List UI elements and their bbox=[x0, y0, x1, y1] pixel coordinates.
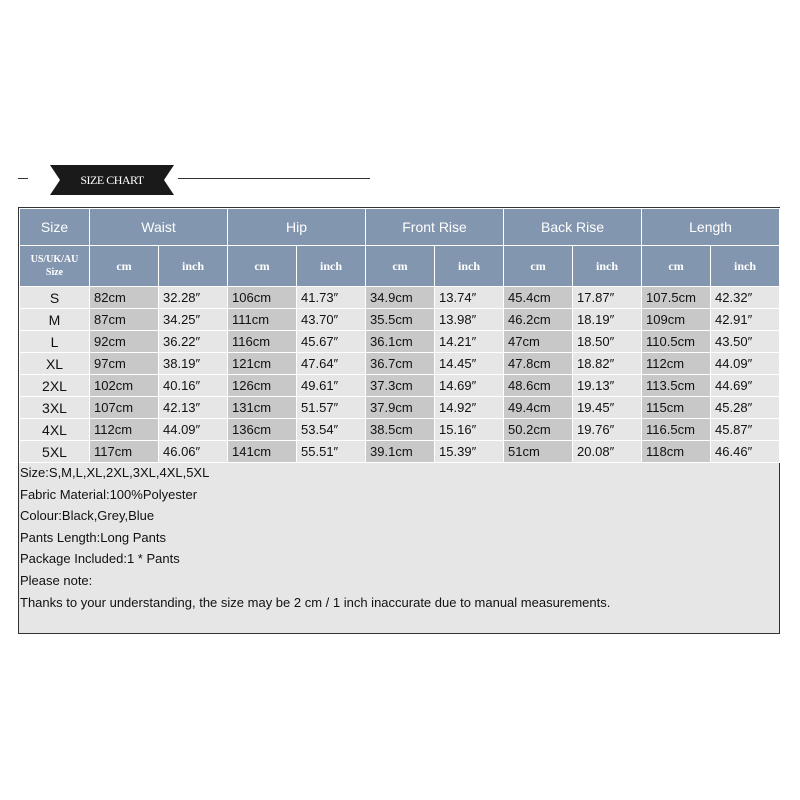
size-chart-header bbox=[18, 160, 358, 198]
size-cell: M bbox=[20, 309, 90, 331]
unit-header-cm: cm bbox=[366, 246, 435, 287]
unit-header-inch: inch bbox=[159, 246, 228, 287]
cm-cell: 116cm bbox=[228, 331, 297, 353]
inch-cell: 14.45″ bbox=[435, 353, 504, 375]
inch-cell: 18.50″ bbox=[573, 331, 642, 353]
unit-header-cm: cm bbox=[90, 246, 159, 287]
col-header-size: Size bbox=[20, 209, 90, 246]
inch-cell: 44.09″ bbox=[159, 419, 228, 441]
inch-cell: 40.16″ bbox=[159, 375, 228, 397]
inch-cell: 19.76″ bbox=[573, 419, 642, 441]
inch-cell: 13.98″ bbox=[435, 309, 504, 331]
cm-cell: 35.5cm bbox=[366, 309, 435, 331]
inch-cell: 43.70″ bbox=[297, 309, 366, 331]
inch-cell: 42.91″ bbox=[711, 309, 780, 331]
header-rule bbox=[178, 178, 370, 179]
cm-cell: 115cm bbox=[642, 397, 711, 419]
unit-header-inch: inch bbox=[297, 246, 366, 287]
size-table bbox=[19, 208, 780, 463]
cm-cell: 37.9cm bbox=[366, 397, 435, 419]
unit-header-cm: cm bbox=[642, 246, 711, 287]
inch-cell: 34.25″ bbox=[159, 309, 228, 331]
size-cell: 2XL bbox=[20, 375, 90, 397]
unit-header-cm: cm bbox=[504, 246, 573, 287]
cm-cell: 118cm bbox=[642, 441, 711, 463]
unit-header-inch: inch bbox=[435, 246, 504, 287]
table-row bbox=[20, 375, 780, 397]
size-chart-badge bbox=[50, 165, 174, 195]
table-row bbox=[20, 331, 780, 353]
cm-cell: 113.5cm bbox=[642, 375, 711, 397]
unit-header-inch: inch bbox=[573, 246, 642, 287]
cm-cell: 47.8cm bbox=[504, 353, 573, 375]
inch-cell: 18.19″ bbox=[573, 309, 642, 331]
inch-cell: 44.09″ bbox=[711, 353, 780, 375]
size-label: Size bbox=[45, 267, 64, 278]
cm-cell: 141cm bbox=[228, 441, 297, 463]
inch-cell: 14.21″ bbox=[435, 331, 504, 353]
inch-cell: 42.32″ bbox=[711, 287, 780, 309]
col-header-length: Length bbox=[642, 209, 780, 246]
cm-cell: 36.1cm bbox=[366, 331, 435, 353]
inch-cell: 15.16″ bbox=[435, 419, 504, 441]
cm-cell: 131cm bbox=[228, 397, 297, 419]
unit-header-inch: inch bbox=[711, 246, 780, 287]
col-header-waist: Waist bbox=[90, 209, 228, 246]
cm-cell: 49.4cm bbox=[504, 397, 573, 419]
table-header-row bbox=[20, 209, 780, 246]
note-line: Fabric Material:100%Polyester bbox=[20, 486, 198, 502]
inch-cell: 20.08″ bbox=[573, 441, 642, 463]
cm-cell: 34.9cm bbox=[366, 287, 435, 309]
note-line: Colour:Black,Grey,Blue bbox=[20, 508, 155, 524]
note-line: Thanks to your understanding, the size may be 2 cm / 1 inch inaccurate due to manual measurements. bbox=[20, 594, 611, 610]
size-cell: S bbox=[20, 287, 90, 309]
inch-cell: 47.64″ bbox=[297, 353, 366, 375]
size-cell: 3XL bbox=[20, 397, 90, 419]
inch-cell: 43.50″ bbox=[711, 331, 780, 353]
table-row bbox=[20, 309, 780, 331]
inch-cell: 49.61″ bbox=[297, 375, 366, 397]
cm-cell: 45.4cm bbox=[504, 287, 573, 309]
inch-cell: 14.69″ bbox=[435, 375, 504, 397]
cm-cell: 97cm bbox=[90, 353, 159, 375]
inch-cell: 38.19″ bbox=[159, 353, 228, 375]
table-unit-row bbox=[20, 246, 780, 287]
table-row bbox=[20, 419, 780, 441]
inch-cell: 44.69″ bbox=[711, 375, 780, 397]
col-header-hip: Hip bbox=[228, 209, 366, 246]
cm-cell: 126cm bbox=[228, 375, 297, 397]
inch-cell: 53.54″ bbox=[297, 419, 366, 441]
cm-cell: 110.5cm bbox=[642, 331, 711, 353]
unit-header-cm: cm bbox=[228, 246, 297, 287]
table-row bbox=[20, 397, 780, 419]
table-row bbox=[20, 287, 780, 309]
inch-cell: 17.87″ bbox=[573, 287, 642, 309]
inch-cell: 18.82″ bbox=[573, 353, 642, 375]
cm-cell: 51cm bbox=[504, 441, 573, 463]
cm-cell: 46.2cm bbox=[504, 309, 573, 331]
cm-cell: 107.5cm bbox=[642, 287, 711, 309]
size-cell: XL bbox=[20, 353, 90, 375]
cm-cell: 37.3cm bbox=[366, 375, 435, 397]
inch-cell: 46.46″ bbox=[711, 441, 780, 463]
inch-cell: 45.87″ bbox=[711, 419, 780, 441]
cm-cell: 102cm bbox=[90, 375, 159, 397]
inch-cell: 41.73″ bbox=[297, 287, 366, 309]
inch-cell: 14.92″ bbox=[435, 397, 504, 419]
cm-cell: 107cm bbox=[90, 397, 159, 419]
inch-cell: 45.67″ bbox=[297, 331, 366, 353]
cm-cell: 48.6cm bbox=[504, 375, 573, 397]
cm-cell: 38.5cm bbox=[366, 419, 435, 441]
col-header-front-rise: Front Rise bbox=[366, 209, 504, 246]
cm-cell: 112cm bbox=[642, 353, 711, 375]
badge-label: SIZE CHART bbox=[80, 173, 144, 187]
cm-cell: 36.7cm bbox=[366, 353, 435, 375]
col-header-back-rise: Back Rise bbox=[504, 209, 642, 246]
cm-cell: 136cm bbox=[228, 419, 297, 441]
cm-cell: 116.5cm bbox=[642, 419, 711, 441]
inch-cell: 55.51″ bbox=[297, 441, 366, 463]
cm-cell: 109cm bbox=[642, 309, 711, 331]
cm-cell: 112cm bbox=[90, 419, 159, 441]
table-row bbox=[20, 353, 780, 375]
cm-cell: 50.2cm bbox=[504, 419, 573, 441]
size-cell: L bbox=[20, 331, 90, 353]
product-notes bbox=[20, 462, 776, 613]
cm-cell: 87cm bbox=[90, 309, 159, 331]
size-chart-frame bbox=[18, 207, 780, 634]
inch-cell: 19.45″ bbox=[573, 397, 642, 419]
cm-cell: 82cm bbox=[90, 287, 159, 309]
inch-cell: 51.57″ bbox=[297, 397, 366, 419]
inch-cell: 36.22″ bbox=[159, 331, 228, 353]
table-row bbox=[20, 441, 780, 463]
note-line: Please note: bbox=[20, 572, 93, 588]
inch-cell: 46.06″ bbox=[159, 441, 228, 463]
inch-cell: 42.13″ bbox=[159, 397, 228, 419]
inch-cell: 32.28″ bbox=[159, 287, 228, 309]
inch-cell: 15.39″ bbox=[435, 441, 504, 463]
size-cell: 5XL bbox=[20, 441, 90, 463]
note-line: Package Included:1 * Pants bbox=[20, 551, 180, 567]
inch-cell: 13.74″ bbox=[435, 287, 504, 309]
cm-cell: 47cm bbox=[504, 331, 573, 353]
cm-cell: 106cm bbox=[228, 287, 297, 309]
unit-header-size bbox=[20, 246, 90, 287]
note-line: Pants Length:Long Pants bbox=[20, 529, 167, 545]
header-dash bbox=[18, 178, 28, 179]
cm-cell: 117cm bbox=[90, 441, 159, 463]
cm-cell: 39.1cm bbox=[366, 441, 435, 463]
inch-cell: 45.28″ bbox=[711, 397, 780, 419]
size-cell: 4XL bbox=[20, 419, 90, 441]
cm-cell: 92cm bbox=[90, 331, 159, 353]
size-region-label: US/UK/AU bbox=[30, 254, 79, 265]
cm-cell: 111cm bbox=[228, 309, 297, 331]
inch-cell: 19.13″ bbox=[573, 375, 642, 397]
note-line: Size:S,M,L,XL,2XL,3XL,4XL,5XL bbox=[20, 465, 210, 480]
cm-cell: 121cm bbox=[228, 353, 297, 375]
